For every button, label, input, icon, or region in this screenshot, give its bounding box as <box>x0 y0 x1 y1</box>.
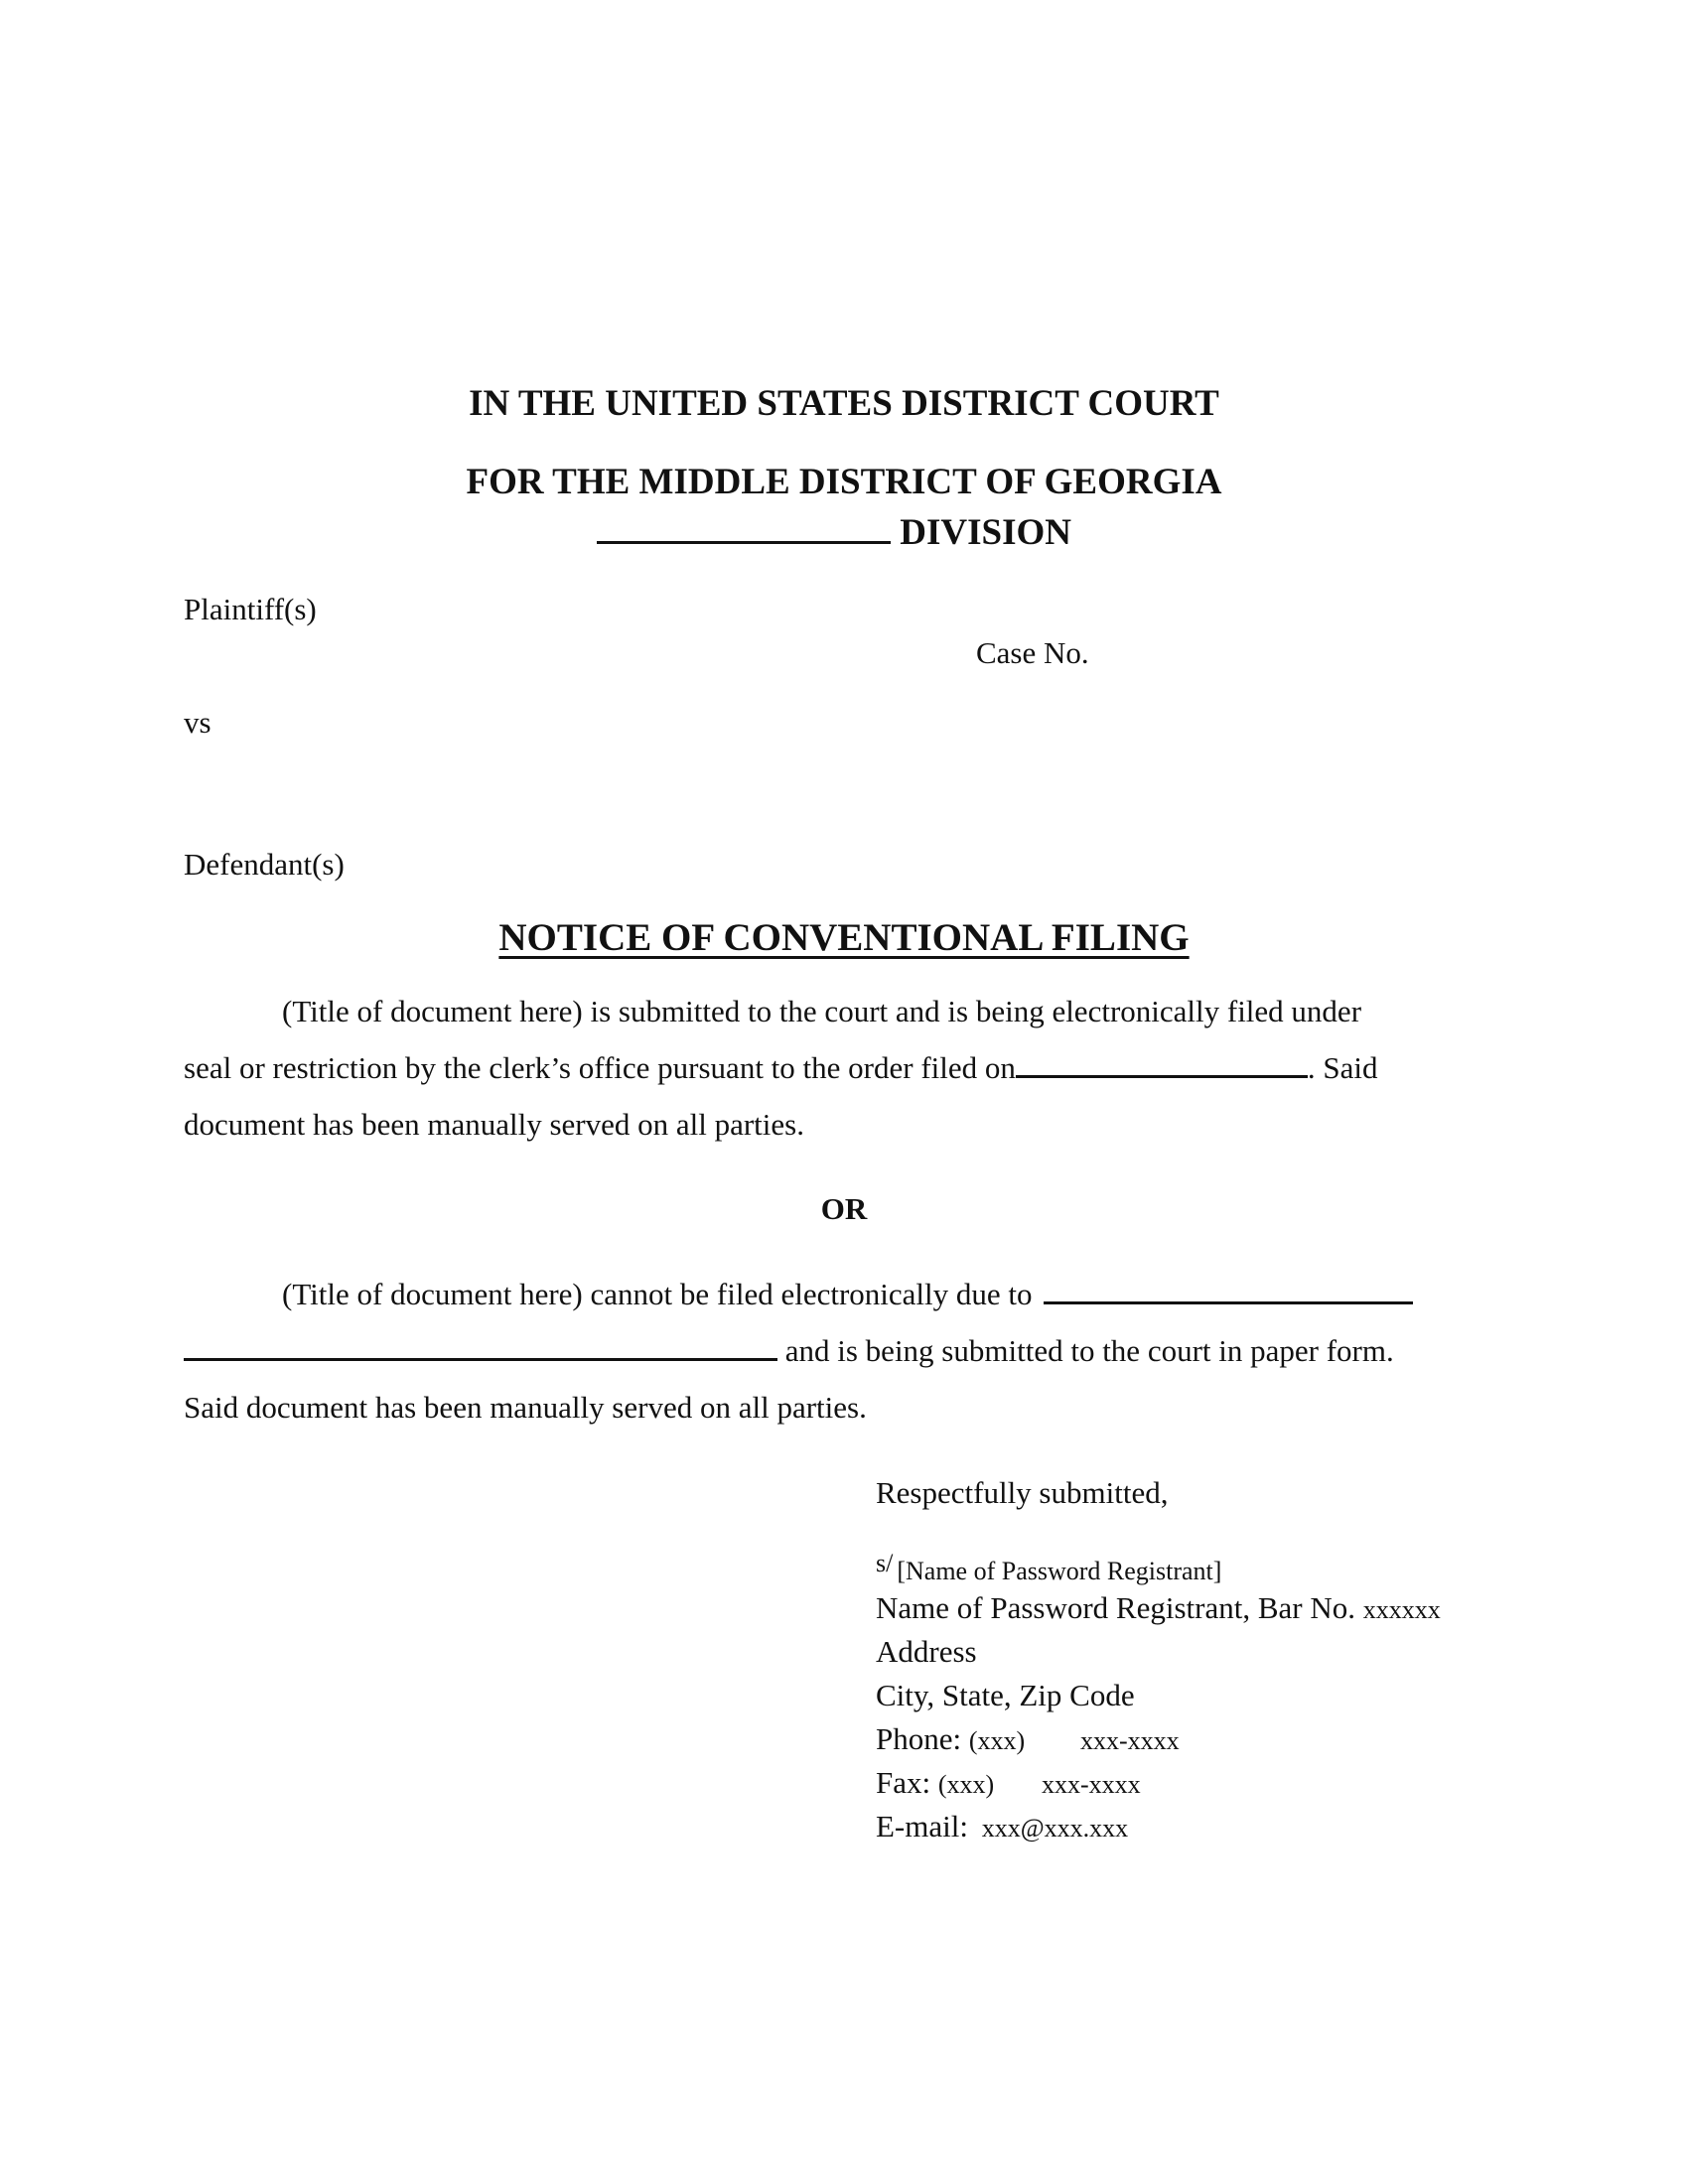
registrant-line <box>876 1590 1441 1626</box>
phone-number: xxx-xxxx <box>1079 1726 1180 1755</box>
plaintiff-label: Plaintiff(s) <box>184 592 317 626</box>
paragraph2-line2-text: and is being submitted to the court in paper form. <box>784 1333 1394 1368</box>
signature-line <box>876 1549 1221 1586</box>
city-state-zip: City, State, Zip Code <box>876 1678 1135 1712</box>
phone-line <box>876 1721 1180 1757</box>
fax-label: Fax: <box>876 1765 931 1800</box>
paragraph1-line1: (Title of document here) is submitted to the court and is being electronically filed under <box>282 994 1362 1028</box>
paragraph1-line2-end: . Said <box>1307 1050 1378 1085</box>
division-blank[interactable] <box>597 540 891 544</box>
fax-number: xxx-xxxx <box>1041 1770 1141 1799</box>
email-label: E-mail: <box>876 1809 968 1843</box>
paragraph2-line3: Said document has been manually served on all parties. <box>184 1390 867 1425</box>
case-number-label: Case No. <box>976 635 1089 670</box>
reason-blank-2[interactable] <box>184 1357 777 1361</box>
notice-title: NOTICE OF CONVENTIONAL FILING <box>498 916 1190 959</box>
email-value: xxx@xxx.xxx <box>981 1814 1129 1843</box>
phone-label: Phone: <box>876 1721 962 1756</box>
court-name: IN THE UNITED STATES DISTRICT COURT <box>469 383 1219 424</box>
signature-name: [Name of Password Registrant] <box>897 1557 1222 1585</box>
or-label: OR <box>820 1191 868 1226</box>
paragraph2-line1 <box>282 1277 1413 1312</box>
phone-area: (xxx) <box>968 1726 1026 1755</box>
division-line <box>597 511 1071 554</box>
bar-number: xxxxxx <box>1362 1595 1441 1624</box>
closing-text: Respectfully submitted, <box>876 1475 1169 1510</box>
paragraph1-line3: document has been manually served on all parties. <box>184 1107 804 1142</box>
paragraph2-line2 <box>184 1333 1394 1369</box>
registrant-name: Name of Password Registrant, Bar No. <box>876 1590 1355 1625</box>
district-name: FOR THE MIDDLE DISTRICT OF GEORGIA <box>466 462 1222 502</box>
signature-prefix: s/ <box>876 1549 894 1577</box>
paragraph1-line2 <box>184 1050 1378 1086</box>
vs-label: vs <box>184 705 211 740</box>
address-line: Address <box>876 1634 977 1669</box>
fax-line <box>876 1765 1141 1801</box>
defendant-label: Defendant(s) <box>184 847 345 882</box>
paragraph1-line2-text: seal or restriction by the clerk’s office pursuant to the order filed on <box>184 1050 1016 1085</box>
paragraph2-line1-text: (Title of document here) cannot be filed electronically due to <box>282 1277 1033 1311</box>
reason-blank-1[interactable] <box>1044 1300 1413 1304</box>
division-label: DIVISION <box>900 512 1071 553</box>
fax-area: (xxx) <box>937 1770 995 1799</box>
email-line <box>876 1809 1128 1844</box>
order-date-blank[interactable] <box>1016 1074 1308 1078</box>
